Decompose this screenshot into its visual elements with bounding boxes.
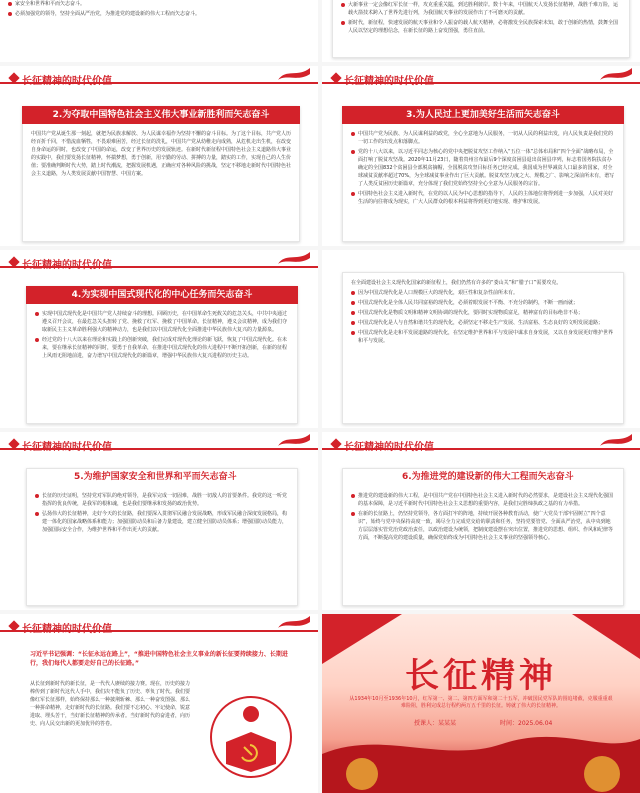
list-item: 中国特色社会主义进入新时代，在党的以人民为中心思想的指导下，人民的主体地位将得到进一步加强，人民对美好生活的向往将成为现实，广大人民群众的根本利益将得到更好地实现、维护和发展。 [351,190,615,206]
section-title [22,438,112,453]
bullet-list [27,486,297,542]
slide-7 [0,614,318,793]
list-item: 实现中国式现代化是中国共产党人持续奋斗的理想。回顾历史，在中国革命生死攸关的危急关头，中共中央通过遵义召开会议，在最危急关头扭转了党、挽救了红军、挽救了中国革命。长征精神，遵义会议精神，成为我们夺取新民主主义革命胜利强大的精神动力，也是我们以中国式现代化全面推进中华民族伟大复兴的力量源泉。 [35,310,289,334]
slide-5 [0,432,318,610]
list-item: 在新的长征路上，仍坚持党领导，各方面打牢的阵地，持续开展各种教育活动，使广大党员干部牢固树立“四个意识”，始终与党中央保持高度一致，竭尽全力完成党交给的职责和任务，坚持党要管党、全面从严治党，从中央到地方层层落实管党治党政治责任，以政治建设为统领，把制度建设摆在突出位置，推进党的思想、组织、作风和纪律等方面，不断提高党的建设质量，确保党始终成为中国特色社会主义事业的坚强领导核心。 [351,510,615,542]
list-item: 推进党的建设新的伟大工程，是中国共产党在中国特色社会主义进入新时代的必然要求，是建设社会主义现代化强国的基本保障，是习近平新时代中国特色社会主义思想的重要内容，是我们完胜缔执政之基的有力举措。 [351,492,615,508]
list-item: 弘扬伟大的长征精神，走好今天的长征路，我们要深入贯彻军民融合发展战略，形成军民融合深度发展格局，构建一体化的国家战略体系和能力；加强国防动员和后备力量建设，建立健全国防动员体系；增强国防动员能力，加强国际安全合作，为维护世界和平作出更大的贡献。 [35,510,289,534]
list-item: 党的十八大以来，以习近平同志为核心的党中央把脱贫攻坚工作纳入“五位一体”总体布局和“四个全面”战略布局，全面打响了脱贫攻坚战。2020年11月23日，随着贵州宣布最后9个深度贫困县退出贫困县序列，标志着国务院扶贫办确定的全国832个贫困县全部脱贫摘帽，全国脱贫攻坚目标任务已经完成。我国成为世界减贫人口最多的国家，对全球减贫贡献率超过70%，为全球减贫事业作出了巨大贡献。脱贫攻坚力度之大、规模之广、影响之深前所未有，谱写了人类反贫困历史新篇章，充分体现了我们党始终坚持全心全意为人民服务的宗旨。 [351,148,615,188]
list-item: 中国式现代化是全体人民共同富裕的现代化，必须着眼发展不平衡、不充分的制约，不断一画而就； [351,299,615,307]
slide-3 [322,66,640,246]
list-item: 中国式现代化是物质文明和精神文明协调的现代化，要同时实现物质富足，精神富有的目标绝非不易； [351,309,615,317]
slide-top-right [322,0,640,62]
time-label: 时间：2025.06.04 [500,720,553,727]
bullet-list [343,287,623,353]
header-divider [0,82,318,84]
cover-slide [322,614,640,793]
content-box [22,106,300,242]
red-flag-icon [276,432,312,448]
list-item: 家安全和世界和平而矢志奋斗。 [8,0,310,8]
box-text: 中国共产党从诞生那一刻起，就把为民族求解放、为人民谋幸福作为坚持不懈的奋斗目标。为了这个目标，共产党人历经百折千回，不惜流血牺牲，不畏艰难困苦，经过长征的洗礼，中国共产党从幼稚走向成熟，从危机走出生机，在改变自身命运的同时，也改变了中国的命运，改变了世界历史的发展轨迹。在新时代新征程中国特色社会主义道路伟大事业的实践中，我们要发扬长征精神，怀揣梦想，勇于创新，用辛勤的劳动、拼搏的力量，踏实的工作，实现自己的人生价值；要准确判断时代大势，踏上时代潮流，把握发展机遇，正确应对各种风险的挑战，坚定不移地走新时代中国特色社会主义道路，为人类发展贡献中国智慧、中国方案。 [31,131,292,177]
slide-header [0,614,318,638]
box-title: 5.为维护国家安全和世界和平而矢志奋斗 [74,472,237,482]
red-flag-icon [598,432,634,448]
header-divider [322,448,640,450]
list-item: 因为中国式现代化是人口规模巨大的现代化，艰巨性和复杂性前所未有。 [351,289,615,297]
slide-2 [0,66,318,246]
quote-text: 习近平书记强调：“长征永远在路上”，“推进中国特色社会主义事业的新长征要持续接力、长期进行，我们每代人都要走好自己的长征路。” [30,651,288,667]
slide-header [0,432,318,456]
slide-top-left [0,0,318,62]
list-item: 经过党的十八大以来在理论和实践上的创新突破，我们完成对现代化理论的新飞跃，恢复了中国式现代化。在未来，要在继承长征精神的同时，要勇于自我革命，在推进中国式现代化的伟大进程中不断开拓创新，在新的征程上风雨无阻地前进，奋力谱写中国式现代化的新篇章，增强中华民族伟大复兴进程的历史主动。 [35,336,289,360]
list-item: 新时代，新征程，快速发展的航天事业和令人振奋的载人航天精神，必将激发全民族探索未知，敢于创新的热情，鼓舞全国人民以坚定的理想信念，在新长征的路上奋发图强，勇往直前。 [341,19,621,35]
slide-6 [322,432,640,610]
slide-4-right [322,250,640,428]
red-flag-icon [276,614,312,630]
section-title [344,438,434,453]
bullet-list [27,304,297,368]
bullet-list [343,486,623,550]
box-title: 2.为夺取中国特色社会主义伟大事业新胜利而矢志奋斗 [22,106,300,124]
slide-4 [0,250,318,428]
content-box [342,272,624,424]
slide-header [0,66,318,90]
box-title: 4.为实现中国式现代化的中心任务而矢志奋斗 [26,286,298,304]
slide-header [322,432,640,456]
list-item: 必须加强党的领导，坚持全面从严治党，为推进党的建设新的伟大工程而矢志奋斗。 [8,10,310,18]
top-right-box [332,0,630,58]
list-item: 长征的历史证明，坚持党对军队的绝对领导，是我军完成一切固难，战胜一切敌人的首要条件。我党的这一听党指挥的优良传统，是我军的根和魂，也是我们要继承和发扬的政治优势。 [35,492,289,508]
top-left-list [0,0,318,26]
list-item: 中国共产党为民族、为人民谋利益的政党，全心全意地为人民服务，一切从人民的利益出发，向人民负责是我们党的一切工作的出发点和落脚点。 [351,130,615,146]
header-divider [0,266,318,268]
red-flag-icon [276,66,312,82]
body-text: 从长征到新时代的新长征，是一代代人赓续的接力赛。现在，历史的接力棒传到了新时代这代人手中，我们决不能负了历史、辜负了时代。我们要像红军长征那样，始终保持那么一种披荆斩棘、那么一种奋发图强、那么一种拼命精神，走好新时代的长征路。我们要不忘初心、牢记使命，锐意进取、埋头苦干，当好新长征精神的传承者。当好新时代的奋进者，向历史、向人民交出新的更加优异的答卷。 [30,681,191,727]
content-box [26,468,298,606]
header-divider [0,448,318,450]
section-title [22,72,112,87]
list-item: 中国式现代化是人与自然和谐共生的现代化，必须坚定不移走生产发展、生活富裕、生态良好的文明发展道路； [351,319,615,327]
box-title: 6.为推进党的建设新的伟大工程而矢志奋斗 [402,472,574,482]
slide-header [322,66,640,90]
content-box [342,468,624,606]
bullet-list [343,124,623,214]
section-title [344,72,434,87]
section-title [22,620,112,635]
list-item: 大新事业一定会像红军长征一样，攻克重重关隘，到达胜利彼岸。数十年来，中国航天人发扬长征精神，战胜千难万险，运载火箭技术跨入了世界先进行列，为我国航天事业的发展作出了不可磨灭的贡献。 [341,1,621,17]
header-divider [322,82,640,84]
content-box [342,106,624,242]
intro-text: 在全面建设社会主义现代化国家的新征程上，我们仍然有许多的“娄山关”和“腊子口”需要攻克。 [351,280,562,286]
slide-header [0,250,318,274]
header-divider [0,630,318,632]
cover-title: 长征精神 [405,656,557,696]
red-flag-icon [598,66,634,82]
speaker-label: 授课人：某某某 [414,720,457,727]
party-emblem-icon [206,692,296,782]
content-box [26,286,298,424]
list-item: 中国式现代化是走和平发展道路的现代化，在坚定维护世界和平与发展中谋求自身发展，又以自身发展更好维护世界和平与发展。 [351,329,615,345]
top-right-list [333,0,629,43]
cover-subtitle: 从1934年10月至1936年10月，红军第一、第二、第四方面军和第二十五军，冲破国民党军队的围追堵截，克服重重艰难险阻，胜利完成总行程约两万五千里的长征。铸就了伟大的长征精神。 [349,696,613,709]
section-title [22,256,112,271]
box-title: 3.为人民过上更加美好生活而矢志奋斗 [342,106,624,124]
red-flag-icon [276,250,312,266]
